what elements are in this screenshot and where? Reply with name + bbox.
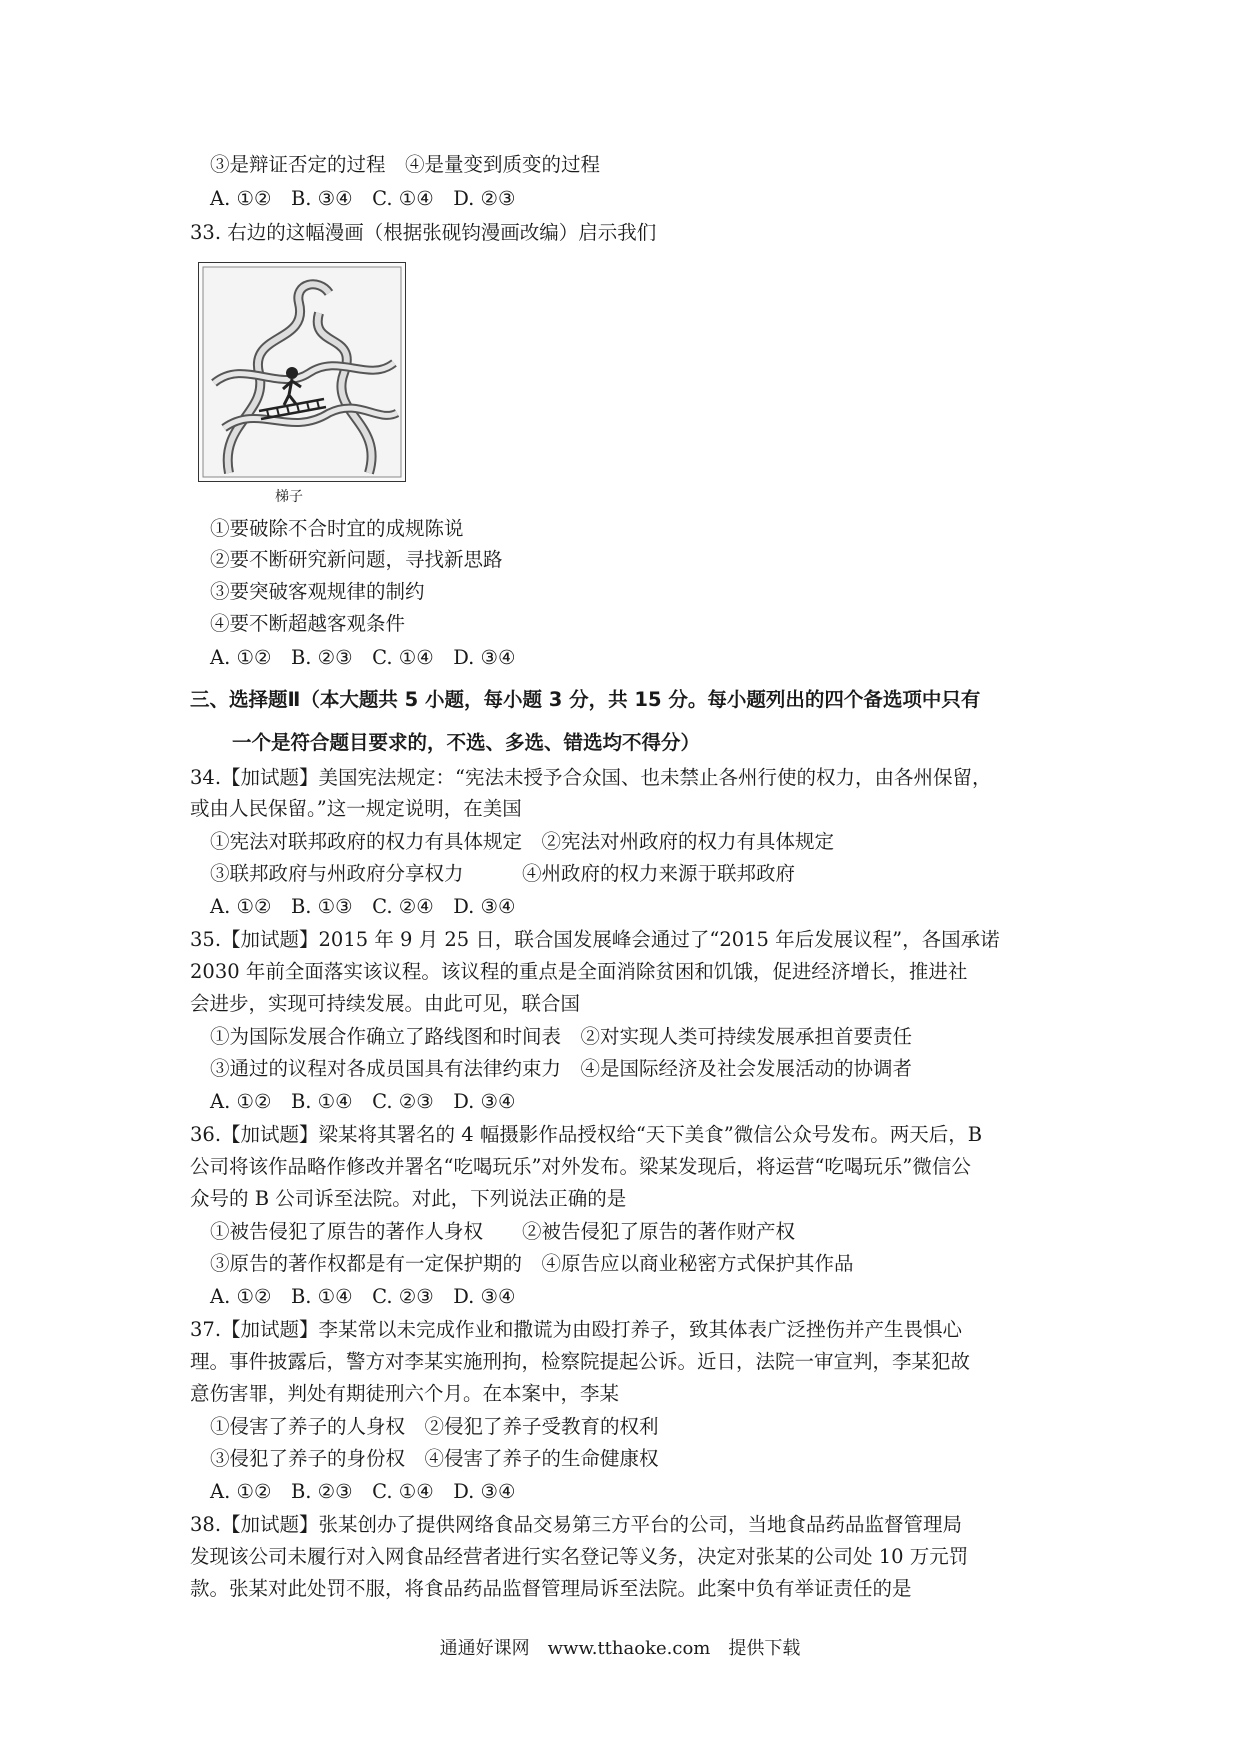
ladder-cartoon-image bbox=[198, 262, 406, 482]
q35-options-row2: ③通过的议程对各成员国具有法律约束力 ④是国际经济及社会发展活动的协调者 bbox=[210, 1057, 913, 1080]
q35-stem-line3: 会进步，实现可持续发展。由此可见，联合国 bbox=[190, 992, 581, 1015]
q32-answers: A. ①② B. ③④ C. ①④ D. ②③ bbox=[210, 187, 516, 210]
q38-stem-line3: 款。张某对此处罚不服，将食品药品监督管理局诉至法院。此案中负有举证责任的是 bbox=[190, 1577, 912, 1600]
q37-stem-line1: 37.【加试题】李某常以未完成作业和撒谎为由殴打养子，致其体表广泛挫伤并产生畏惧心 bbox=[190, 1318, 963, 1341]
q36-stem-line1: 36.【加试题】梁某将其署名的 4 幅摄影作品授权给“天下美食”微信公众号发布。两天后，B bbox=[190, 1123, 983, 1146]
q34-options-row1: ①宪法对联邦政府的权力有具体规定 ②宪法对州政府的权力有具体规定 bbox=[210, 830, 835, 853]
q33-item-3: ③要突破客观规律的制约 bbox=[210, 580, 425, 603]
q34-options-row2: ③联邦政府与州政府分享权力 ④州政府的权力来源于联邦政府 bbox=[210, 862, 796, 885]
section3-heading-line1: 三、选择题Ⅱ（本大题共 5 小题，每小题 3 分，共 15 分。每小题列出的四个备选项中只有 bbox=[190, 688, 981, 711]
page-footer: 通通好课网 www.tthaoke.com 提供下载 bbox=[439, 1638, 801, 1659]
q35-answers: A. ①② B. ①④ C. ②③ D. ③④ bbox=[210, 1090, 516, 1113]
q34-answers: A. ①② B. ①③ C. ②④ D. ③④ bbox=[210, 895, 516, 918]
section3-heading-line2: 一个是符合题目要求的，不选、多选、错选均不得分） bbox=[232, 731, 701, 754]
q35-stem-line2: 2030 年前全面落实该议程。该议程的重点是全面消除贫困和饥饿，促进经济增长，推进社 bbox=[190, 960, 968, 983]
q33-item-4: ④要不断超越客观条件 bbox=[210, 612, 406, 635]
q35-options-row1: ①为国际发展合作确立了路线图和时间表 ②对实现人类可持续发展承担首要责任 bbox=[210, 1025, 913, 1048]
q34-stem-line1: 34.【加试题】美国宪法规定：“宪法未授予合众国、也未禁止各州行使的权力，由各州保留， bbox=[190, 766, 992, 789]
q33-answers: A. ①② B. ②③ C. ①④ D. ③④ bbox=[210, 646, 516, 669]
q37-stem-line2: 理。事件披露后，警方对李某实施刑拘，检察院提起公诉。近日，法院一审宣判，李某犯故 bbox=[190, 1350, 971, 1373]
q37-options-row2: ③侵犯了养子的身份权 ④侵害了养子的生命健康权 bbox=[210, 1447, 659, 1470]
q37-answers: A. ①② B. ②③ C. ①④ D. ③④ bbox=[210, 1480, 516, 1503]
q33-stem: 33. 右边的这幅漫画（根据张砚钧漫画改编）启示我们 bbox=[190, 221, 657, 244]
q35-stem-line1: 35.【加试题】2015 年 9 月 25 日，联合国发展峰会通过了“2015 年后发展议程”，各国承诺 bbox=[190, 928, 1000, 951]
q36-stem-line2: 公司将该作品略作修改并署名“吃喝玩乐”对外发布。梁某发现后，将运营“吃喝玩乐”微信公 bbox=[190, 1155, 971, 1178]
q38-stem-line2: 发现该公司未履行对入网食品经营者进行实名登记等义务，决定对张某的公司处 10 万元罚 bbox=[190, 1545, 969, 1568]
q36-options-row2: ③原告的著作权都是有一定保护期的 ④原告应以商业秘密方式保护其作品 bbox=[210, 1252, 854, 1275]
q32-options: ③是辩证否定的过程 ④是量变到质变的过程 bbox=[210, 153, 601, 176]
cartoon-caption: 梯子 bbox=[275, 489, 303, 505]
q36-answers: A. ①② B. ①④ C. ②③ D. ③④ bbox=[210, 1285, 516, 1308]
q36-stem-line3: 众号的 B 公司诉至法院。对此，下列说法正确的是 bbox=[190, 1187, 627, 1210]
q37-stem-line3: 意伤害罪，判处有期徒刑六个月。在本案中，李某 bbox=[190, 1382, 620, 1405]
q38-stem-line1: 38.【加试题】张某创办了提供网络食品交易第三方平台的公司，当地食品药品监督管理局 bbox=[190, 1513, 963, 1536]
q33-item-2: ②要不断研究新问题，寻找新思路 bbox=[210, 548, 503, 571]
q36-options-row1: ①被告侵犯了原告的著作人身权 ②被告侵犯了原告的著作财产权 bbox=[210, 1220, 796, 1243]
q33-item-1: ①要破除不合时宜的成规陈说 bbox=[210, 517, 464, 540]
q37-options-row1: ①侵害了养子的人身权 ②侵犯了养子受教育的权利 bbox=[210, 1415, 659, 1438]
q34-stem-line2: 或由人民保留。”这一规定说明，在美国 bbox=[190, 797, 522, 820]
